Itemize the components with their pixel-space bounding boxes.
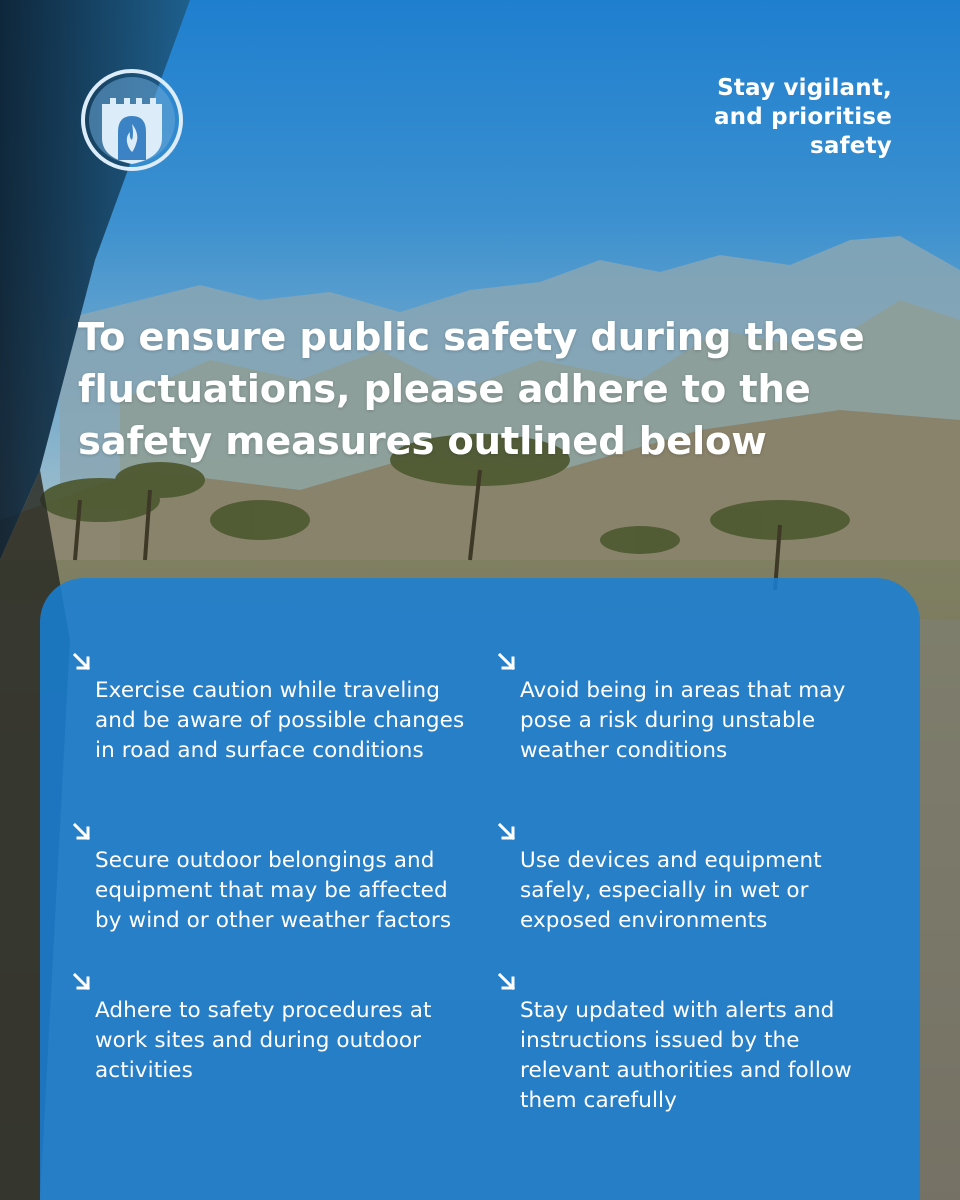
tagline-line-3: safety bbox=[809, 133, 892, 159]
tip-text: Exercise caution while traveling and be aware of possible changes in road and surface conditions bbox=[95, 678, 465, 763]
fort-with-flame-emblem-icon bbox=[80, 68, 184, 172]
tip-item bbox=[95, 996, 465, 1086]
arrow-down-right-icon bbox=[497, 822, 517, 842]
tip-item bbox=[520, 846, 890, 936]
tagline bbox=[652, 74, 892, 161]
tip-text: Secure outdoor belongings and equipment that may be affected by wind or other weather factors bbox=[95, 848, 452, 933]
arrow-down-right-icon bbox=[72, 652, 92, 672]
tagline-line-1: Stay vigilant, bbox=[717, 75, 892, 101]
arrow-down-right-icon bbox=[497, 652, 517, 672]
arrow-down-right-icon bbox=[72, 972, 92, 992]
tip-text: Use devices and equipment safely, especially in wet or exposed environments bbox=[520, 848, 822, 933]
tip-item bbox=[520, 676, 890, 766]
logo bbox=[80, 68, 184, 172]
tagline-line-2: and prioritise bbox=[713, 104, 892, 130]
tip-item bbox=[520, 996, 890, 1116]
tip-text: Adhere to safety procedures at work sites and during outdoor activities bbox=[95, 998, 432, 1083]
tip-text: Stay updated with alerts and instructions issued by the relevant authorities and follow them carefully bbox=[520, 998, 852, 1113]
tip-item bbox=[95, 676, 465, 766]
tip-text: Avoid being in areas that may pose a risk during unstable weather conditions bbox=[520, 678, 846, 763]
arrow-down-right-icon bbox=[72, 822, 92, 842]
tip-item bbox=[95, 846, 465, 936]
headline: To ensure public safety during these fluctuations, please adhere to the safety measures outlined below bbox=[78, 315, 865, 464]
arrow-down-right-icon bbox=[497, 972, 517, 992]
